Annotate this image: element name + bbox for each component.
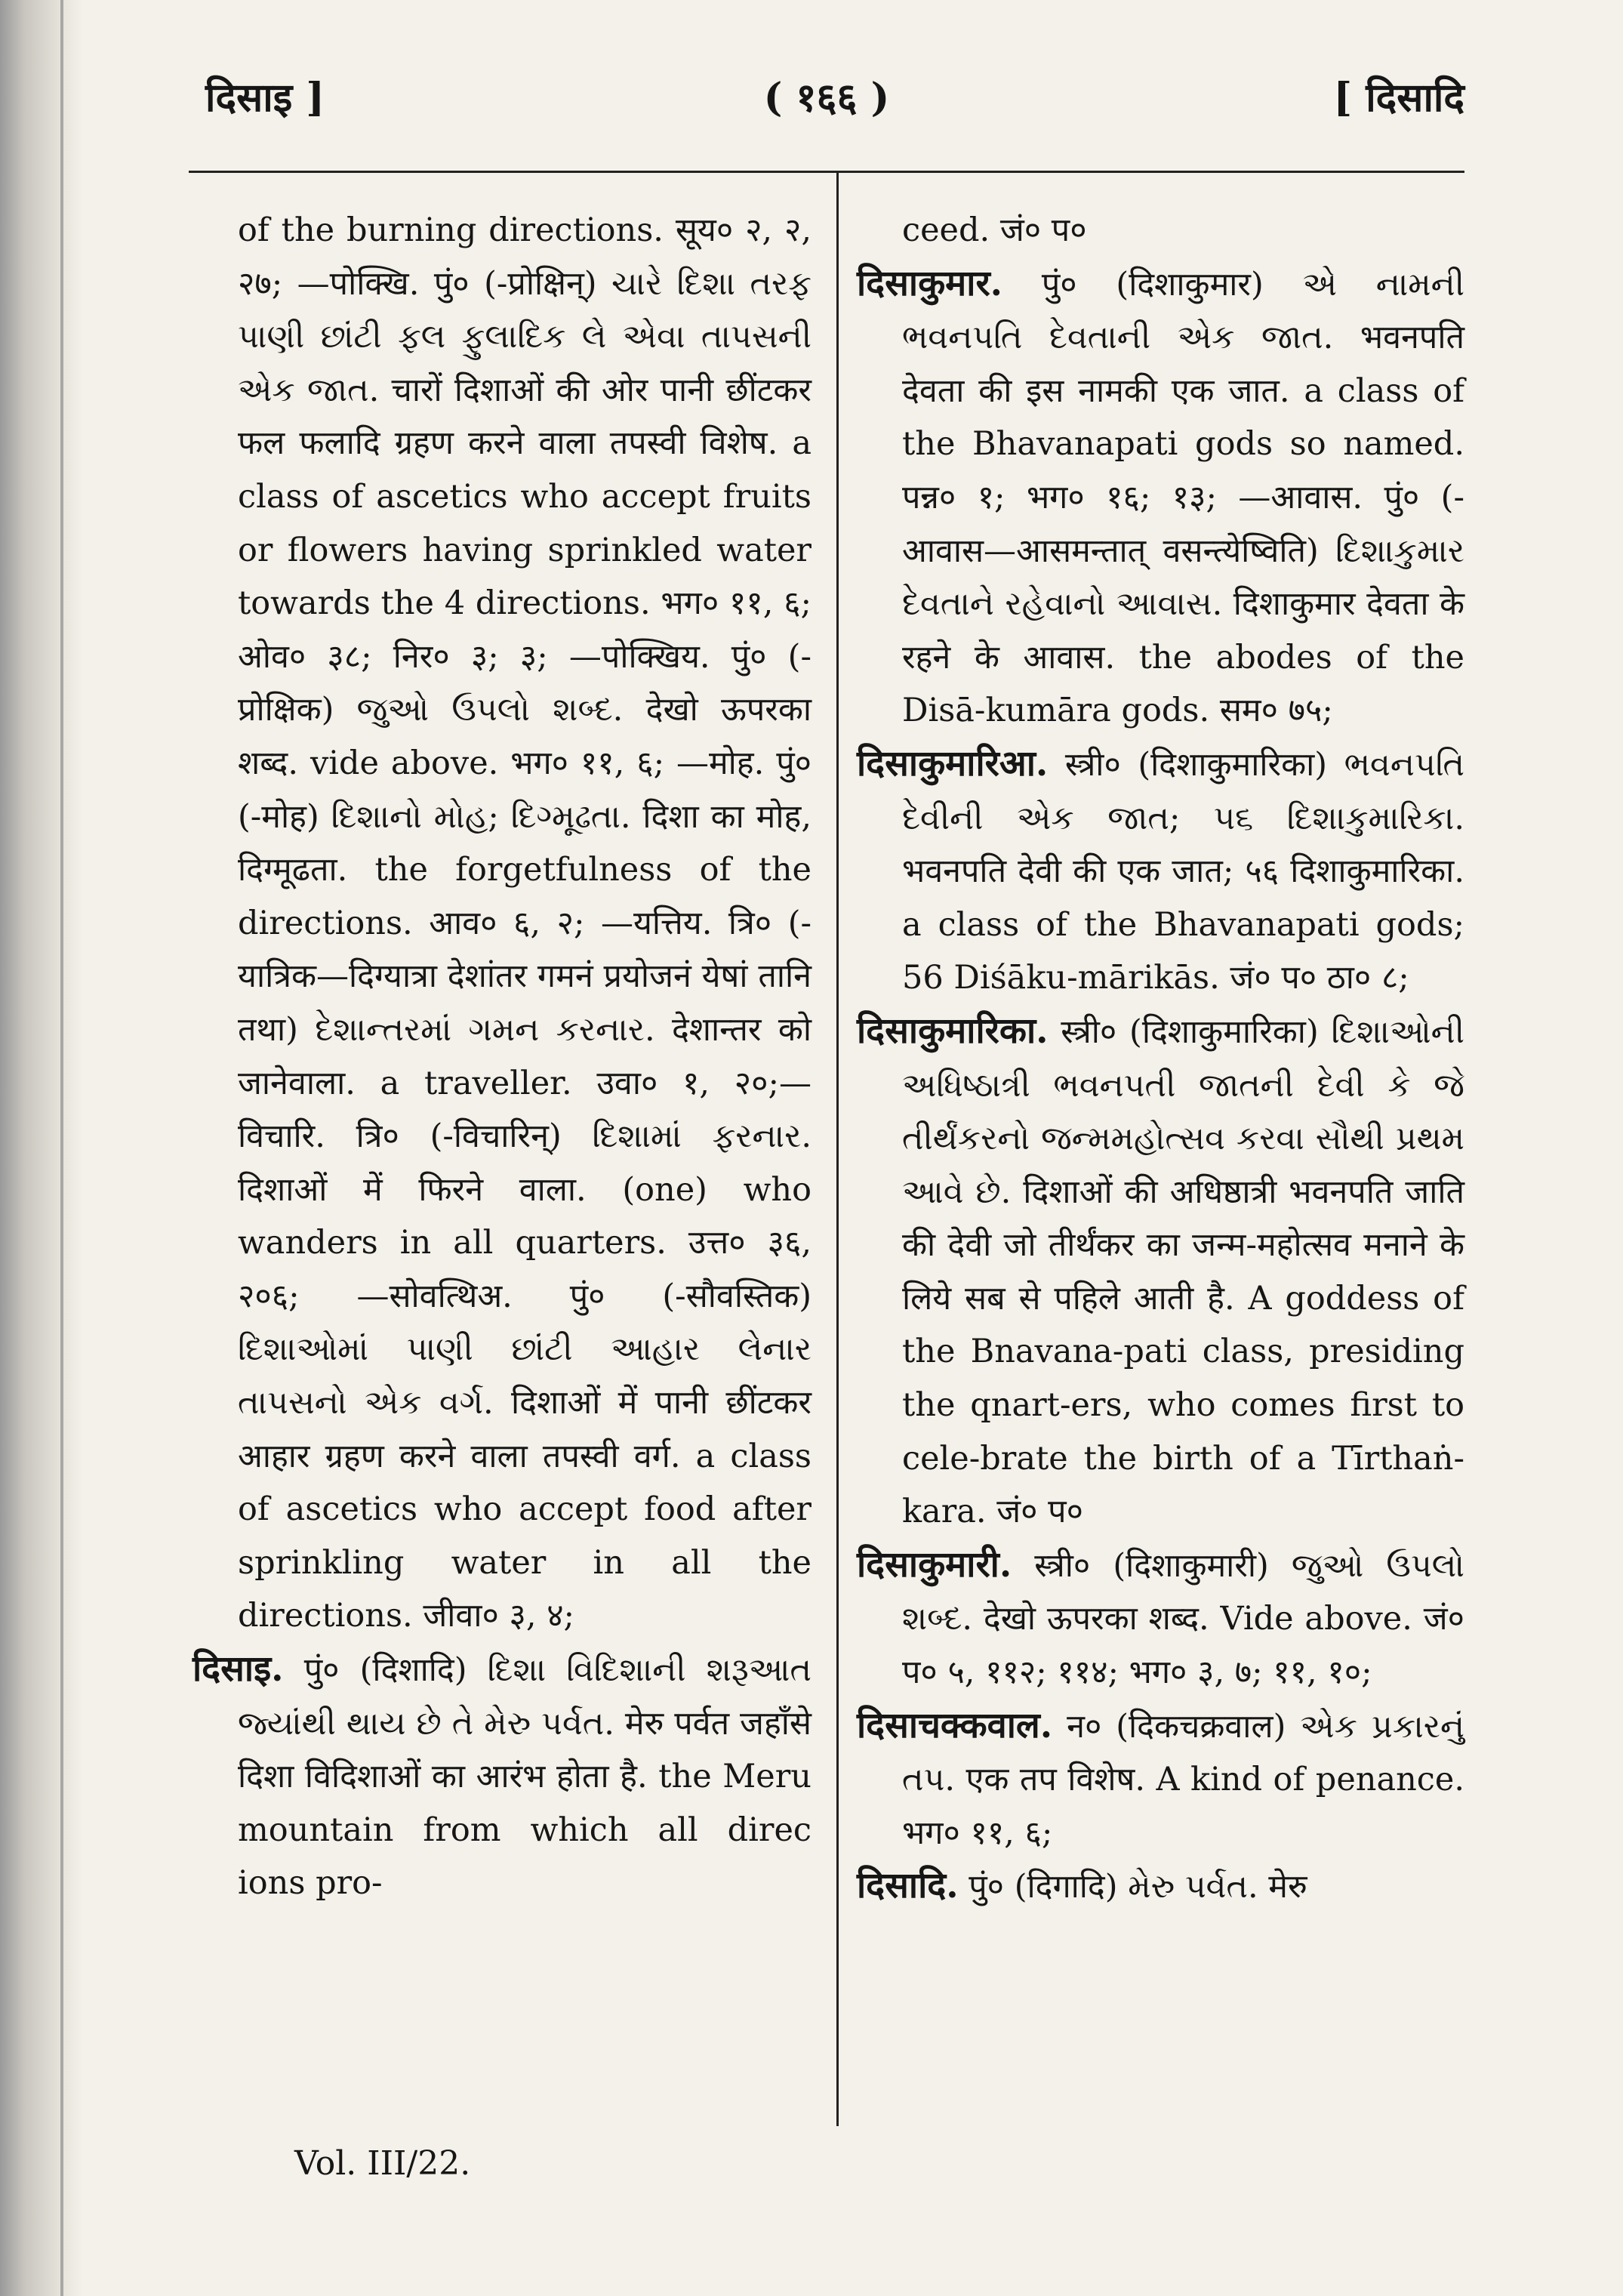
dictionary-entry (857, 1860, 1464, 1914)
dictionary-entry (857, 1005, 1464, 1539)
entry-headword: दिसाइ. (192, 1648, 284, 1690)
entry-headword: दिसाकुमारिका. (857, 1009, 1049, 1052)
entry-definition: स्त्री० (दिशाकुमारिका) દિશાઓની અધિષ્ઠાત્રી ભવનપતી જાતની દેવી કે જે તીર્થંકરનો જન્મમહોત્સવ કરવા સૌથી પ્રથમ આવે છે. दिशाओं की अधिष्ठात्री भवनपति जाति की देवी जो तीर्थंकर का जन्म-महोत्सव मनाने के लिये सब से पहिले आती है. A goddess of the Bnavana-pati class, presiding the qnart-ers, who comes first to cele-brate the birth of a Tīrthaṅ-kara. जं० प० (902, 1012, 1464, 1531)
continued-entry-text: ceed. जं० प० (902, 211, 1087, 249)
entry-definition: पुं० (दिशाकुमार) એ નામની ભવનપતિ દેવતાની એક જાત. भवनपति देवता की इस नामकी एक जात. a class of the Bhavanapati gods so named. पन्न० १; भग० १६; १३; —आवास. पुं० (-आवास—आसमन्तात् वसन्त्येष्विति) દિશાકુમાર દેવતાને રહેવાનો આવાસ. दिशाकुमार देवता के रहने के आवास. the abodes of the Disā-kumāra gods. सम० ७५; (902, 265, 1464, 730)
entry-headword: दिसाकुमारी. (857, 1543, 1012, 1586)
entry-headword: दिसाकुमारिआ. (857, 742, 1049, 784)
dictionary-entry (192, 1643, 812, 1910)
entry-definition: पुं० (दिगादि) મેરુ પર્વત. मेरु (969, 1868, 1307, 1906)
dictionary-entry (857, 1700, 1464, 1860)
book-binding-edge (0, 0, 83, 2296)
entry-headword: दिसाकुमार. (857, 262, 1003, 304)
entry-headword: दिसादि. (857, 1865, 959, 1907)
header-right-guideword: [ दिसादि (1333, 75, 1464, 121)
left-column (192, 204, 812, 1910)
dictionary-entry (857, 738, 1464, 1005)
dictionary-entry (857, 257, 1464, 738)
entry-definition: न० (दिकचक्रवाल) એક પ્રકારનું તપ. एक तप विशेष. A kind of penance. भग० ११, ६; (902, 1707, 1464, 1852)
header-left-guideword: दिसाइ ] (205, 75, 325, 121)
dictionary-entry (857, 1539, 1464, 1700)
entry-definition: स्त्री० (दिशाकुमारिका) ભવનપતિ દેવીની એક જાત; ૫૬ દિશાકુમારિકા. भवनपति देवी की एक जात; ५६ दिशाकुमारिका. a class of the Bhavanapati gods; 56 Diśāku-mārikās. जं० प० ठा० ८; (902, 745, 1464, 997)
entry-headword: दिसाचक्कवाल. (857, 1704, 1053, 1746)
header-rule (189, 171, 1464, 173)
entry-definition: पुं० (दिशादि) દિશા વિદિશાની શરૂઆત જ્યાંથી થાય છે તે મેરુ પર્વત. मेरु पर्वत जहाँसे दिशा विदिशाओं का आरंभ होता है. the Meru mountain from which all direc ions pro- (238, 1651, 812, 1903)
right-column (857, 204, 1464, 1914)
page-header (189, 60, 1464, 128)
continued-entry-text: of the burning directions. सूय० २, २, २७; —पोक्खि. पुं० (-प्रोक्षिन्) ચારે દિશા તરફ પાણી છાંટી ફલ ફુલાદિક લે એવા તાપસની એક જાત. चारों दिशाओं की ओर पानी छींटकर फल फलादि ग्रहण करने वाला तपस्वी विशेष. a class of ascetics who accept fruits or flowers having sprinkled water towards the 4 directions. भग० ११, ६; ओव० ३८; निर० ३; ३; —पोक्खिय. पुं० (-प्रोक्षिक) જુઓ ઉપલો શબ્દ. देखो ऊपरका शब्द. vide above. भग० ११, ६; —मोह. पुं० (-मोह) દિશાનો મોહ; દિગ્મૂઢતા. दिशा का मोह, दिग्मूढता. the forgetfulness of the directions. आव० ६, २; —यत्तिय. त्रि० (-यात्रिक—दिग्यात्रा देशांतर गमनं प्रयोजनं येषां तानि तथा) દેશાન્તરમાં ગમન કરનાર. देशान्तर को जानेवाला. a traveller. उवा० १, २०;—विचारि. त्रि० (-विचारिन्) દિશામાં ફરનાર. दिशाओं में फिरने वाला. (one) who wanders in all quarters. उत्त० ३६, २०६; —सोवत्थिअ. पुं० (-सौवस्तिक) દિશાઓમાં પાણી છાંટી આહાર લેનાર તાપસનો એક વર્ગ. दिशाओं में पानी छींटकर आहार ग्रहण करने वाला तपस्वी वर्ग. a class of ascetics who accept food after sprinkling water in all the directions. जीवा० ३, ४; (238, 211, 812, 1635)
page-number: ( १६६ ) (763, 75, 890, 121)
entry-definition: स्त्री० (दिशाकुमारी) જુઓ ઉપલો શબ્દ. देखो ऊपरका शब्द. Vide above. जं० प० ५, ११२; ११४; भग० ३, ७; ११, १०; (902, 1546, 1465, 1692)
column-divider (836, 171, 839, 2126)
volume-signature: Vol. III/22. (294, 2144, 471, 2183)
